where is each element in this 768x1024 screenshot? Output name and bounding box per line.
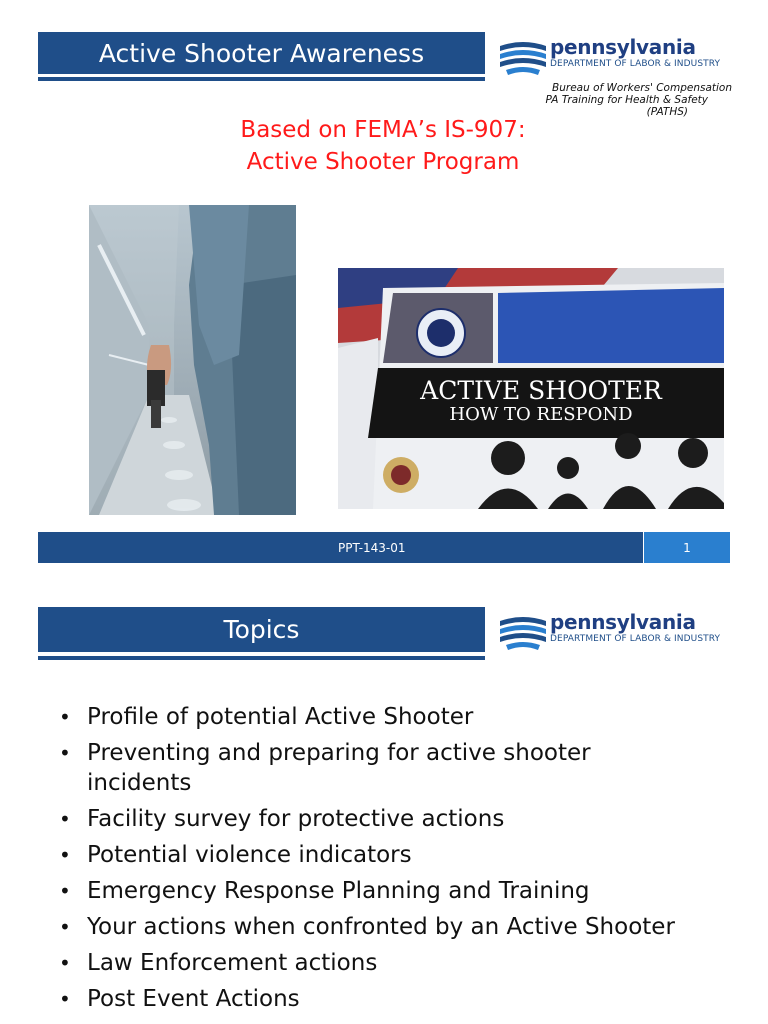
topics-title: Topics	[223, 615, 300, 644]
subtitle-line: Active Shooter Program	[246, 149, 520, 175]
topics-title-banner	[38, 607, 485, 652]
subtitle-line: Based on FEMA’s IS-907:	[240, 117, 526, 143]
list-item: • Your actions when confronted by an Active Shooter	[57, 912, 697, 942]
pa-logo	[500, 36, 720, 82]
bureau-line: Bureau of Workers' Compensation	[552, 82, 732, 94]
list-item: • Law Enforcement actions	[57, 948, 697, 978]
list-item: • Post Event Actions	[57, 984, 697, 1014]
keystone-wave-icon	[500, 611, 546, 657]
booklet-subtitle	[380, 404, 702, 426]
logo-department: DEPARTMENT OF LABOR & INDUSTRY	[550, 634, 721, 644]
pa-logo	[500, 611, 720, 657]
list-item: • Emergency Response Planning and Training	[57, 876, 697, 906]
slide-subtitle	[140, 114, 626, 178]
gunman-corridor-photo	[89, 205, 296, 515]
bureau-line: PA Training for Health & Safety	[545, 94, 708, 106]
booklet-title-text: ACTIVE SHOOTER	[420, 376, 662, 405]
logo-name: pennsylvania	[550, 610, 696, 634]
list-item: • Facility survey for protective actions	[57, 804, 697, 834]
bureau-text	[500, 82, 732, 118]
title-underline	[38, 77, 485, 81]
booklet-title	[380, 377, 702, 405]
list-item: • Profile of potential Active Shooter	[57, 702, 697, 732]
logo-name: pennsylvania	[550, 35, 696, 59]
page-number-box	[644, 532, 730, 563]
slide-title-banner	[38, 32, 485, 74]
bureau-line: (PATHS)	[646, 106, 688, 118]
slide-code: PPT-143-01	[338, 540, 406, 555]
page-number: 1	[683, 540, 691, 555]
slide-title: Active Shooter Awareness	[98, 38, 425, 68]
topics-list	[57, 702, 697, 1020]
topics-title-underline	[38, 656, 485, 660]
list-item: • Preventing and preparing for active shooter incidents	[57, 738, 697, 798]
slide-footer	[38, 532, 643, 563]
list-item: • Potential violence indicators	[57, 840, 697, 870]
booklet-subtitle-text: HOW TO RESPOND	[449, 404, 633, 425]
logo-department: DEPARTMENT OF LABOR & INDUSTRY	[550, 59, 721, 69]
keystone-wave-icon	[500, 36, 546, 82]
